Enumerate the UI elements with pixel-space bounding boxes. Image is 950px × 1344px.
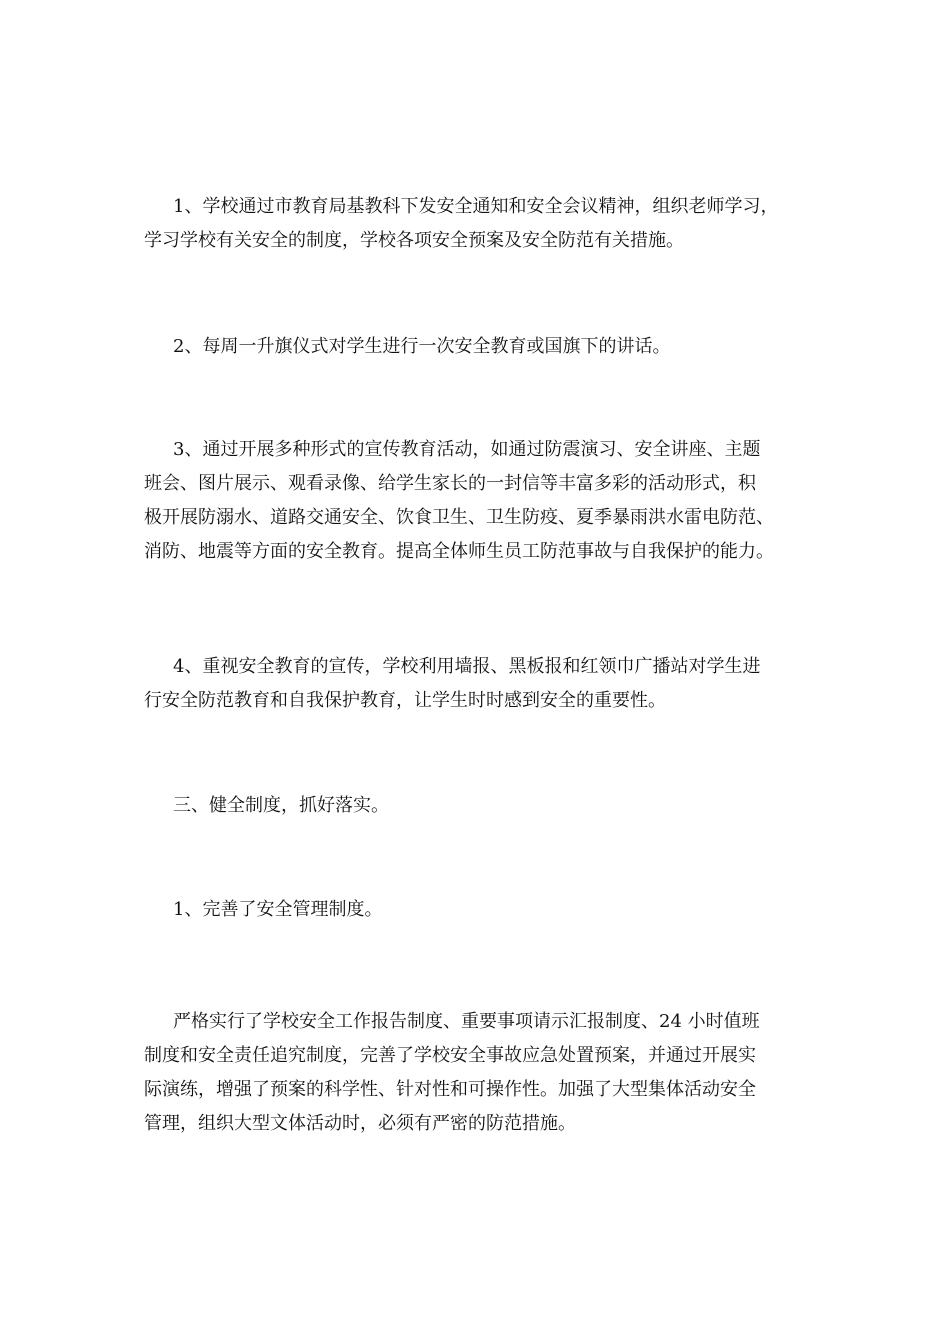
paragraph-1 <box>144 190 808 258</box>
text-line: 极开展防溺水、道路交通安全、饮食卫生、卫生防疫、夏季暴雨洪水雷电防范、 <box>144 507 774 528</box>
section-heading <box>144 789 808 823</box>
text-line: 学习学校有关安全的制度，学校各项安全预案及安全防范有关措施。 <box>144 230 684 251</box>
text-line: 1、完善了安全管理制度。 <box>173 899 383 920</box>
paragraph-5 <box>144 1005 808 1141</box>
text-line: 严格实行了学校安全工作报告制度、重要事项请示汇报制度、24 小时值班 <box>173 1011 760 1032</box>
text-line: 三、健全制度，抓好落实。 <box>173 795 389 816</box>
subsection-heading <box>144 893 808 927</box>
text-line: 际演练，增强了预案的科学性、针对性和可操作性。加强了大型集体活动安全 <box>144 1079 756 1100</box>
paragraph-3 <box>144 433 808 569</box>
text-line: 4、重视安全教育的宣传，学校利用墙报、黑板报和红领巾广播站对学生进 <box>173 656 761 677</box>
text-line: 管理，组织大型文体活动时，必须有严密的防范措施。 <box>144 1113 576 1134</box>
text-line: 3、通过开展多种形式的宣传教育活动，如通过防震演习、安全讲座、主题 <box>173 439 761 460</box>
text-line: 1、学校通过市教育局基教科下发安全通知和安全会议精神，组织老师学习， <box>173 196 779 217</box>
text-line: 行安全防范教育和自我保护教育，让学生时时感到安全的重要性。 <box>144 690 666 711</box>
text-line: 2、每周一升旗仪式对学生进行一次安全教育或国旗下的讲话。 <box>173 336 671 357</box>
paragraph-2 <box>144 330 808 364</box>
text-line: 消防、地震等方面的安全教育。提高全体师生员工防范事故与自我保护的能力。 <box>144 541 774 562</box>
text-line: 制度和安全责任追究制度，完善了学校安全事故应急处置预案，并通过开展实 <box>144 1045 756 1066</box>
paragraph-4 <box>144 650 808 718</box>
text-line: 班会、图片展示、观看录像、给学生家长的一封信等丰富多彩的活动形式，积 <box>144 473 756 494</box>
